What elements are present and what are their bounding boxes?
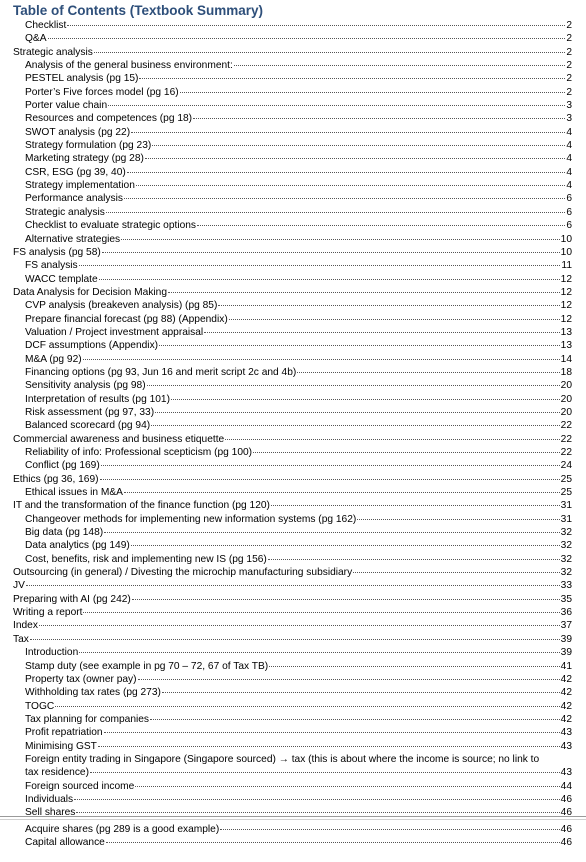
toc-entry-label: TOGC xyxy=(25,700,55,712)
toc-entry[interactable] xyxy=(0,740,586,753)
toc-entry-label: Big data (pg 148) xyxy=(25,527,104,539)
toc-entry-page: 12 xyxy=(560,313,572,325)
toc-leader-dots xyxy=(55,706,559,707)
toc-entry[interactable] xyxy=(0,673,586,686)
toc-leader-dots xyxy=(197,225,565,226)
toc-entry-page: 43 xyxy=(560,740,572,752)
toc-entry-label: Minimising GST xyxy=(25,740,97,752)
toc-entry-label: Withholding tax rates (pg 273) xyxy=(25,687,161,699)
toc-entry-label: Strategic analysis xyxy=(13,46,93,58)
toc-leader-dots xyxy=(104,732,560,733)
toc-entry-label: Data analytics (pg 149) xyxy=(25,540,130,552)
toc-entry-label: Strategy formulation (pg 23) xyxy=(25,140,152,152)
toc-entry-label: Porter value chain xyxy=(25,100,108,112)
toc-leader-dots xyxy=(83,612,559,613)
toc-leader-dots xyxy=(155,412,560,413)
toc-entry[interactable] xyxy=(0,593,586,606)
toc-entry-label: Strategy implementation xyxy=(25,180,135,192)
toc-entry[interactable] xyxy=(0,836,586,849)
toc-entry-label: FS analysis xyxy=(25,260,78,272)
toc-entry[interactable] xyxy=(0,553,586,566)
toc-entry[interactable] xyxy=(0,166,586,179)
toc-entry-page: 42 xyxy=(560,713,572,725)
toc-leader-dots xyxy=(180,92,566,93)
toc-entry-label: Analysis of the general business environment: xyxy=(25,60,233,72)
toc-leader-dots xyxy=(193,118,565,119)
toc-entry-page: 6 xyxy=(566,206,572,218)
toc-entry[interactable] xyxy=(0,793,586,806)
toc-entry[interactable] xyxy=(0,59,586,72)
toc-leader-dots xyxy=(101,465,560,466)
toc-entry[interactable] xyxy=(0,139,586,152)
toc-leader-dots xyxy=(168,292,560,293)
toc-entry-page: 32 xyxy=(560,527,572,539)
toc-entry-page: 42 xyxy=(560,673,572,685)
toc-entry-page: 32 xyxy=(560,567,572,579)
toc-entry[interactable] xyxy=(0,206,586,219)
toc-leader-dots xyxy=(353,572,559,573)
toc-entry-label: M&A (pg 92) xyxy=(25,353,82,365)
toc-entry-page: 20 xyxy=(560,393,572,405)
toc-entry[interactable] xyxy=(0,192,586,205)
toc-entry[interactable] xyxy=(0,179,586,192)
toc-entry-page: 10 xyxy=(560,246,572,258)
toc-entry[interactable] xyxy=(0,486,586,499)
toc-entry-page: 42 xyxy=(560,700,572,712)
toc-list-continued xyxy=(0,823,586,850)
toc-leader-dots xyxy=(357,519,559,520)
toc-entry-label: Sensitivity analysis (pg 98) xyxy=(25,380,146,392)
toc-entry-page: 20 xyxy=(560,380,572,392)
toc-leader-dots xyxy=(147,385,560,386)
toc-entry-label: Balanced scorecard (pg 94) xyxy=(25,420,151,432)
toc-entry[interactable] xyxy=(0,713,586,726)
toc-entry[interactable] xyxy=(0,152,586,165)
toc-entry-page: 44 xyxy=(560,780,572,792)
toc-entry-label: tax residence) xyxy=(25,767,89,779)
toc-entry[interactable] xyxy=(0,46,586,59)
toc-entry-label: Valuation / Project investment appraisal xyxy=(25,326,204,338)
toc-entry[interactable] xyxy=(0,19,586,32)
toc-entry-page: 11 xyxy=(561,260,572,272)
toc-entry-label: Prepare financial forecast (pg 88) (Appendix) xyxy=(25,313,228,325)
toc-entry[interactable] xyxy=(0,446,586,459)
toc-entry-label: Index xyxy=(13,620,38,632)
toc-leader-dots xyxy=(138,679,560,680)
toc-entry[interactable] xyxy=(0,753,586,766)
toc-leader-dots xyxy=(104,532,559,533)
toc-entry-label: JV xyxy=(13,580,25,592)
toc-entry[interactable] xyxy=(0,823,586,836)
toc-entry[interactable] xyxy=(0,646,586,659)
page-break-line xyxy=(0,816,586,817)
toc-entry-label: SWOT analysis (pg 22) xyxy=(25,126,131,138)
toc-entry[interactable] xyxy=(0,513,586,526)
toc-entry[interactable] xyxy=(0,273,586,286)
toc-entry-page: 22 xyxy=(560,420,572,432)
toc-entry-page: 31 xyxy=(560,513,572,525)
toc-entry-page: 2 xyxy=(566,60,572,72)
toc-entry-page: 32 xyxy=(560,540,572,552)
toc-entry-label: Capital allowance xyxy=(25,837,105,849)
toc-entry-label: Checklist xyxy=(25,20,67,31)
toc-entry-page: 46 xyxy=(560,793,572,805)
toc-entry-page: 12 xyxy=(560,273,572,285)
toc-leader-dots xyxy=(136,185,565,186)
toc-leader-dots xyxy=(39,625,560,626)
toc-leader-dots xyxy=(151,425,560,426)
toc-leader-dots xyxy=(139,78,565,79)
toc-entry-label: DCF assumptions (Appendix) xyxy=(25,340,159,352)
toc-entry-label: IT and the transformation of the finance function (pg 120) xyxy=(13,500,270,512)
toc-entry-label: Tax xyxy=(13,633,29,645)
toc-entry-page: 13 xyxy=(560,326,572,338)
toc-entry-label: Preparing with AI (pg 242) xyxy=(13,593,131,605)
toc-leader-dots xyxy=(124,492,560,493)
toc-entry[interactable] xyxy=(0,353,586,366)
toc-entry[interactable] xyxy=(0,72,586,85)
toc-leader-dots xyxy=(253,452,560,453)
toc-entry-label: Introduction xyxy=(25,647,79,659)
toc-entry-page: 20 xyxy=(560,406,572,418)
toc-entry-label: Foreign entity trading in Singapore (Singapore sourced) → tax (this is about where the income is source; no link to xyxy=(25,753,540,765)
toc-entry-label: Property tax (owner pay) xyxy=(25,673,137,685)
toc-leader-dots xyxy=(162,692,560,693)
toc-entry[interactable] xyxy=(0,286,586,299)
toc-leader-dots xyxy=(121,239,560,240)
toc-leader-dots xyxy=(67,25,565,26)
toc-title: Table of Contents (Textbook Summary) xyxy=(13,3,264,18)
toc-leader-dots xyxy=(218,305,559,306)
toc-entry-page: 37 xyxy=(560,620,572,632)
toc-entry-label: Marketing strategy (pg 28) xyxy=(25,153,144,165)
toc-entry[interactable] xyxy=(0,233,586,246)
toc-entry-label: Individuals xyxy=(25,793,74,805)
toc-entry[interactable] xyxy=(0,86,586,99)
toc-entry-page: 43 xyxy=(560,727,572,739)
toc-leader-dots xyxy=(48,38,566,39)
toc-entry[interactable] xyxy=(0,433,586,446)
toc-leader-dots xyxy=(268,559,560,560)
toc-entry-page: 22 xyxy=(560,447,572,458)
toc-entry-page: 33 xyxy=(560,580,572,592)
toc-entry[interactable] xyxy=(0,526,586,539)
toc-entry-page: 4 xyxy=(566,153,572,165)
toc-entry-page: 32 xyxy=(560,553,572,565)
toc-entry-page: 31 xyxy=(560,500,572,512)
toc-entry-page: 39 xyxy=(560,633,572,645)
toc-leader-dots xyxy=(124,198,565,199)
toc-entry-page: 6 xyxy=(566,220,572,232)
toc-leader-dots xyxy=(234,65,565,66)
toc-entry-label: PESTEL analysis (pg 15) xyxy=(25,73,139,85)
toc-entry[interactable] xyxy=(0,219,586,232)
toc-entry-page: 43 xyxy=(560,767,572,779)
toc-entry-page: 35 xyxy=(560,593,572,605)
toc-entry-label: Risk assessment (pg 97, 33) xyxy=(25,406,155,418)
toc-entry-label: Ethical issues in M&A xyxy=(25,487,123,499)
toc-entry-label: CSR, ESG (pg 39, 40) xyxy=(25,166,126,178)
toc-entry[interactable] xyxy=(0,259,586,272)
toc-entry-label: Tax planning for companies xyxy=(25,713,150,725)
toc-entry-label: Reliability of info: Professional scepticism (pg 100) xyxy=(25,447,253,458)
toc-entry[interactable] xyxy=(0,419,586,432)
toc-entry-label: Strategic analysis xyxy=(25,206,105,218)
toc-leader-dots xyxy=(90,772,560,773)
toc-leader-dots xyxy=(106,212,565,213)
toc-entry-page: 39 xyxy=(560,647,572,659)
toc-leader-dots xyxy=(145,158,565,159)
toc-entry[interactable] xyxy=(0,339,586,352)
toc-leader-dots xyxy=(83,359,560,360)
toc-entry-page: 2 xyxy=(566,86,572,98)
toc-entry-page: 36 xyxy=(560,607,572,619)
toc-leader-dots xyxy=(229,319,560,320)
toc-leader-dots xyxy=(135,786,559,787)
toc-entry[interactable] xyxy=(0,766,586,779)
toc-entry-label: Foreign sourced income xyxy=(25,780,135,792)
toc-entry-page: 25 xyxy=(560,473,572,485)
toc-entry-page: 4 xyxy=(566,126,572,138)
toc-entry[interactable] xyxy=(0,579,586,592)
toc-entry[interactable] xyxy=(0,99,586,112)
toc-leader-dots xyxy=(171,399,560,400)
toc-entry-page: 3 xyxy=(566,113,572,125)
toc-entry-page: 46 xyxy=(560,807,572,819)
toc-entry-page: 42 xyxy=(560,687,572,699)
toc-leader-dots xyxy=(269,666,560,667)
toc-leader-dots xyxy=(132,599,560,600)
toc-entry-page: 2 xyxy=(566,73,572,85)
toc-leader-dots xyxy=(108,105,565,106)
toc-entry[interactable] xyxy=(0,686,586,699)
toc-entry-label: Ethics (pg 36, 169) xyxy=(13,473,99,485)
toc-leader-dots xyxy=(297,372,559,373)
toc-entry-page: 12 xyxy=(560,300,572,312)
toc-list xyxy=(0,19,586,820)
toc-leader-dots xyxy=(79,265,561,266)
toc-entry-label: WACC template xyxy=(25,273,98,285)
toc-leader-dots xyxy=(131,545,560,546)
toc-entry-label: Interpretation of results (pg 101) xyxy=(25,393,170,405)
toc-entry-page: 4 xyxy=(566,166,572,178)
toc-entry-label: Performance analysis xyxy=(25,193,123,205)
toc-entry-page: 3 xyxy=(566,100,572,112)
toc-entry-page: 24 xyxy=(560,460,572,472)
toc-leader-dots xyxy=(152,145,565,146)
toc-entry-label: FS analysis (pg 58) xyxy=(13,246,101,258)
toc-entry-label: Outsourcing (in general) / Divesting the microchip manufacturing subsidiary xyxy=(13,567,353,579)
toc-entry-label: Sell shares xyxy=(25,807,76,819)
toc-entry[interactable] xyxy=(0,126,586,139)
toc-entry[interactable] xyxy=(0,393,586,406)
toc-entry[interactable] xyxy=(0,633,586,646)
toc-entry-label: Resources and competences (pg 18) xyxy=(25,113,193,125)
toc-entry-label: Checklist to evaluate strategic options xyxy=(25,220,197,232)
toc-entry-page: 46 xyxy=(560,837,572,849)
toc-entry[interactable] xyxy=(0,726,586,739)
toc-entry[interactable] xyxy=(0,660,586,673)
toc-leader-dots xyxy=(94,52,565,53)
toc-entry[interactable] xyxy=(0,313,586,326)
toc-entry-page: 6 xyxy=(566,193,572,205)
toc-leader-dots xyxy=(150,719,560,720)
toc-leader-dots xyxy=(26,585,560,586)
toc-entry[interactable] xyxy=(0,379,586,392)
toc-entry-page: 13 xyxy=(560,340,572,352)
toc-entry[interactable] xyxy=(0,406,586,419)
toc-entry-label: Q&A xyxy=(25,33,47,45)
toc-entry-label: Stamp duty (see example in pg 70 – 72, 67 of Tax TB) xyxy=(25,660,269,672)
toc-entry-page: 41 xyxy=(560,660,572,672)
toc-entry-label: CVP analysis (breakeven analysis) (pg 85) xyxy=(25,300,218,312)
toc-leader-dots xyxy=(159,345,560,346)
toc-entry-page: 4 xyxy=(566,140,572,152)
toc-entry[interactable] xyxy=(0,366,586,379)
toc-entry-page: 12 xyxy=(560,286,572,298)
toc-entry-label: Profit repatriation xyxy=(25,727,103,739)
toc-leader-dots xyxy=(220,829,559,830)
toc-entry-page: 18 xyxy=(560,366,572,378)
toc-entry-label: Commercial awareness and business etiquette xyxy=(13,433,225,445)
toc-leader-dots xyxy=(74,799,560,800)
toc-entry-label: Acquire shares (pg 289 is a good example) xyxy=(25,824,220,835)
toc-leader-dots xyxy=(102,252,560,253)
toc-entry[interactable] xyxy=(0,566,586,579)
toc-entry-label: Alternative strategies xyxy=(25,233,121,245)
toc-entry-label: Writing a report xyxy=(13,607,83,619)
toc-leader-dots xyxy=(271,505,560,506)
toc-entry[interactable] xyxy=(0,299,586,312)
toc-entry-label: Data Analysis for Decision Making xyxy=(13,286,168,298)
toc-entry-label: Porter’s Five forces model (pg 16) xyxy=(25,86,179,98)
toc-entry-page: 25 xyxy=(560,487,572,499)
toc-entry[interactable] xyxy=(0,700,586,713)
toc-entry-page: 2 xyxy=(566,33,572,45)
toc-entry[interactable] xyxy=(0,246,586,259)
toc-entry-label: Changeover methods for implementing new information systems (pg 162) xyxy=(25,513,357,525)
toc-entry-label: Conflict (pg 169) xyxy=(25,460,100,472)
toc-entry[interactable] xyxy=(0,326,586,339)
toc-entry[interactable] xyxy=(0,539,586,552)
toc-entry-page: 46 xyxy=(560,824,572,835)
toc-leader-dots xyxy=(225,439,559,440)
toc-leader-dots xyxy=(100,479,560,480)
toc-leader-dots xyxy=(131,132,565,133)
toc-entry[interactable] xyxy=(0,112,586,125)
toc-entry[interactable] xyxy=(0,473,586,486)
toc-entry[interactable] xyxy=(0,459,586,472)
toc-leader-dots xyxy=(76,812,559,813)
toc-entry-page: 22 xyxy=(560,433,572,445)
toc-leader-dots xyxy=(106,842,560,843)
toc-entry[interactable] xyxy=(0,806,586,819)
toc-leader-dots xyxy=(127,172,566,173)
toc-entry-page: 14 xyxy=(560,353,572,365)
toc-entry[interactable] xyxy=(0,499,586,512)
toc-leader-dots xyxy=(98,746,560,747)
toc-entry-label: Financing options (pg 93, Jun 16 and merit script 2c and 4b) xyxy=(25,366,297,378)
toc-leader-dots xyxy=(204,332,559,333)
page-break-line-secondary xyxy=(0,819,586,820)
toc-entry[interactable] xyxy=(0,780,586,793)
toc-entry-label: Cost, benefits, risk and implementing new IS (pg 156) xyxy=(25,553,267,565)
toc-entry-page: 4 xyxy=(566,180,572,192)
toc-entry[interactable] xyxy=(0,606,586,619)
toc-leader-dots xyxy=(79,652,559,653)
toc-entry-page: 2 xyxy=(566,20,572,31)
toc-leader-dots xyxy=(99,279,560,280)
toc-entry-page: 10 xyxy=(560,233,572,245)
toc-entry-page: 2 xyxy=(566,46,572,58)
toc-leader-dots xyxy=(30,639,560,640)
toc-entry[interactable] xyxy=(0,619,586,632)
toc-entry[interactable] xyxy=(0,32,586,45)
